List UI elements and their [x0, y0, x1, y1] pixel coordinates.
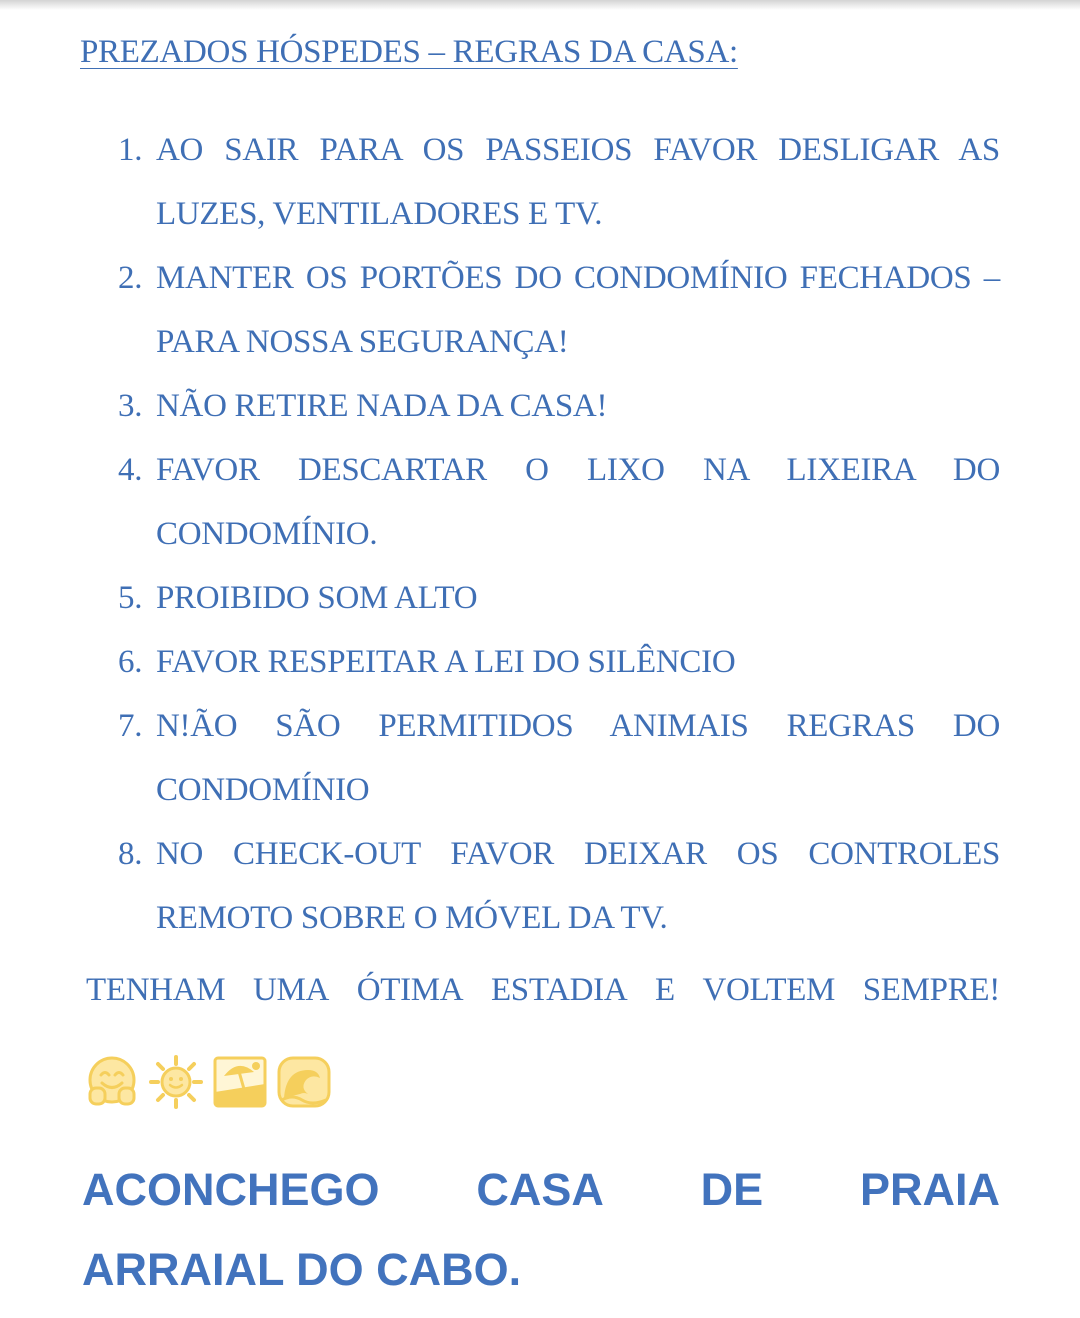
rule-item-4: [118, 438, 1000, 566]
rule-number: 6.: [118, 644, 143, 680]
beach-umbrella-icon: [212, 1054, 268, 1110]
rule-item-1: [118, 118, 1000, 246]
rule-number: 8.: [118, 836, 143, 872]
brand-line-2: ARRAIAL DO CABO.: [82, 1244, 522, 1295]
rule-item-3: [118, 374, 1000, 438]
page-title: PREZADOS HÓSPEDES – REGRAS DA CASA:: [80, 34, 738, 70]
farewell-message: TENHAM UMA ÓTIMA ESTADIA E VOLTEM SEMPRE!: [86, 972, 1000, 1008]
sun-face-icon: [148, 1054, 204, 1110]
rule-number: 1.: [118, 132, 143, 168]
rule-number: 5.: [118, 580, 143, 616]
rule-item-2: [118, 246, 1000, 374]
rule-number: 4.: [118, 452, 143, 488]
rule-item-5: [118, 566, 1000, 630]
rule-text: NO CHECK-OUT FAVOR DEIXAR OS CONTROLES REMOTO SOBRE O MÓVEL DA TV.: [156, 836, 1000, 936]
hugging-face-icon: [84, 1054, 140, 1110]
rule-item-7: [118, 694, 1000, 822]
rule-number: 2.: [118, 260, 143, 296]
rule-text: FAVOR RESPEITAR A LEI DO SILÊNCIO: [156, 644, 736, 680]
rule-text: N!ÃO SÃO PERMITIDOS ANIMAIS REGRAS DO CONDOMÍNIO: [156, 708, 1000, 808]
brand-line-1: ACONCHEGO CASA DE PRAIA: [82, 1164, 1000, 1215]
emoji-row: [84, 1054, 332, 1110]
ocean-wave-icon: [276, 1054, 332, 1110]
rule-text: MANTER OS PORTÕES DO CONDOMÍNIO FECHADOS – PARA NOSSA SEGURANÇA!: [156, 260, 1000, 360]
rule-number: 3.: [118, 388, 143, 424]
rule-text: FAVOR DESCARTAR O LIXO NA LIXEIRA DO CONDOMÍNIO.: [156, 452, 1000, 552]
rule-item-8: [118, 822, 1000, 950]
brand-name: [82, 1150, 1000, 1310]
rule-number: 7.: [118, 708, 143, 744]
rule-item-6: [118, 630, 1000, 694]
rule-text: PROIBIDO SOM ALTO: [156, 580, 478, 616]
rule-text: NÃO RETIRE NADA DA CASA!: [156, 388, 608, 424]
rule-text: AO SAIR PARA OS PASSEIOS FAVOR DESLIGAR AS LUZES, VENTILADORES E TV.: [156, 132, 1000, 232]
rules-list: [118, 118, 1000, 950]
